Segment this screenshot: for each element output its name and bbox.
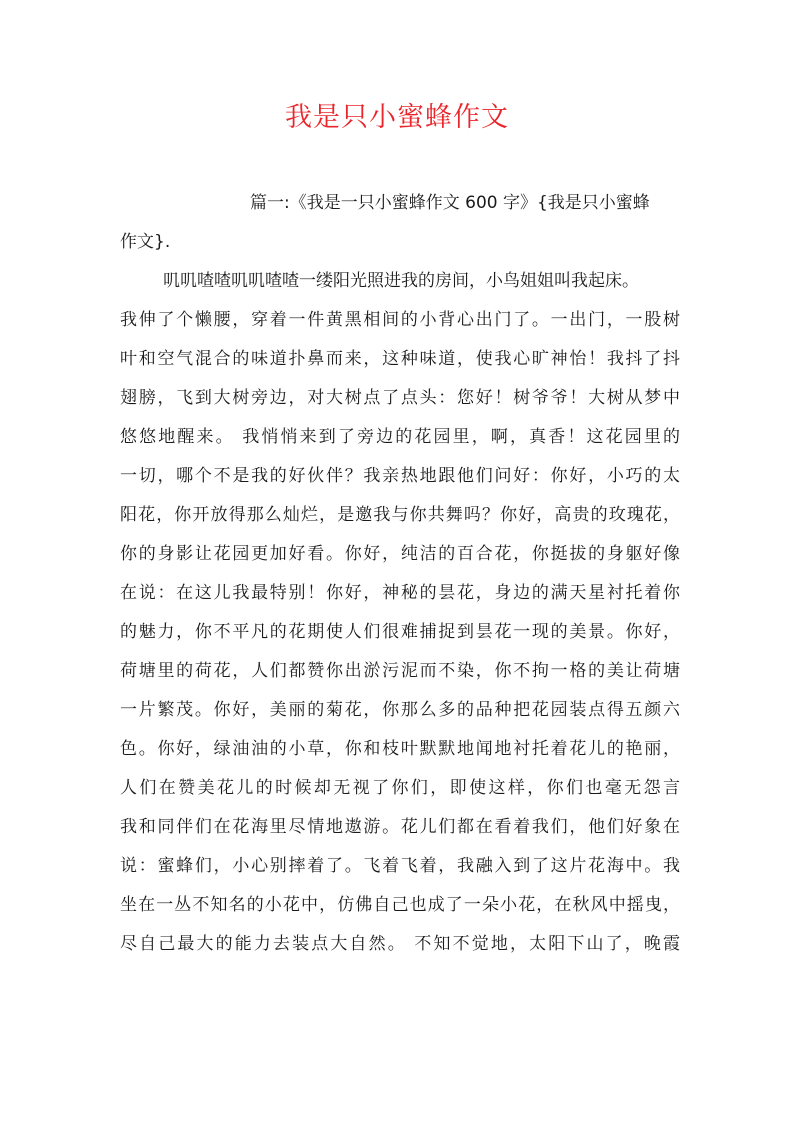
text-line: 的魅力，你不平凡的花期使人们很难捕捉到昙花一现的美景。你好， [120, 622, 680, 642]
text-line: 荷塘里的荷花，人们都赞你出淤污泥而不染，你不拘一格的美让荷塘 [120, 661, 680, 681]
text-line: 叽叽喳喳叽叽喳喳一缕阳光照进我的房间，小鸟姐姐叫我起床。 [163, 271, 639, 291]
text-line: 作文}. [120, 232, 171, 252]
text-line: 我和同伴们在花海里尽情地遨游。花儿们都在看着我们，他们好象在 [120, 817, 680, 837]
text-line: 一片繁茂。你好，美丽的菊花，你那么多的品种把花园装点得五颜六 [120, 700, 680, 720]
text-line: 悠悠地醒来。 我悄悄来到了旁边的花园里，啊，真香！这花园里的 [120, 427, 680, 447]
text-line: 叶和空气混合的味道扑鼻而来，这种味道，使我心旷神怡！我抖了抖 [120, 349, 680, 369]
text-line: 色。你好，绿油油的小草，你和枝叶默默地闻地衬托着花儿的艳丽， [120, 739, 680, 759]
text-line: 人们在赞美花儿的时候却无视了你们，即使这样，你们也毫无怨言 [120, 778, 680, 798]
text-line: 说：蜜蜂们，小心别摔着了。飞着飞着，我融入到了这片花海中。我 [120, 856, 680, 876]
text-line: 尽自己最大的能力去装点大自然。 不知不觉地，太阳下山了，晚霞 [120, 934, 680, 954]
document-title: 我是只小蜜蜂作文 [285, 102, 509, 133]
text-line: 我伸了个懒腰，穿着一件黄黑相间的小背心出门了。一出门，一股树 [120, 310, 680, 330]
text-line: 翅膀，飞到大树旁边，对大树点了点头：您好！树爷爷！大树从梦中 [120, 388, 680, 408]
text-line: 你的身影让花园更加好看。你好，纯洁的百合花，你挺拔的身躯好像 [120, 544, 680, 564]
text-line: 坐在一丛不知名的小花中，仿佛自己也成了一朵小花，在秋风中摇曳， [120, 895, 680, 915]
text-line: 阳花，你开放得那么灿烂，是邀我与你共舞吗？你好，高贵的玫瑰花， [120, 505, 680, 525]
text-line: 在说：在这儿我最特别！你好，神秘的昙花，身边的满天星衬托着你 [120, 583, 680, 603]
text-line: 一切，哪个不是我的好伙伴？我亲热地跟他们问好：你好，小巧的太 [120, 466, 680, 486]
text-line: 篇一:《我是一只小蜜蜂作文 600 字》{我是只小蜜蜂 [250, 193, 650, 213]
